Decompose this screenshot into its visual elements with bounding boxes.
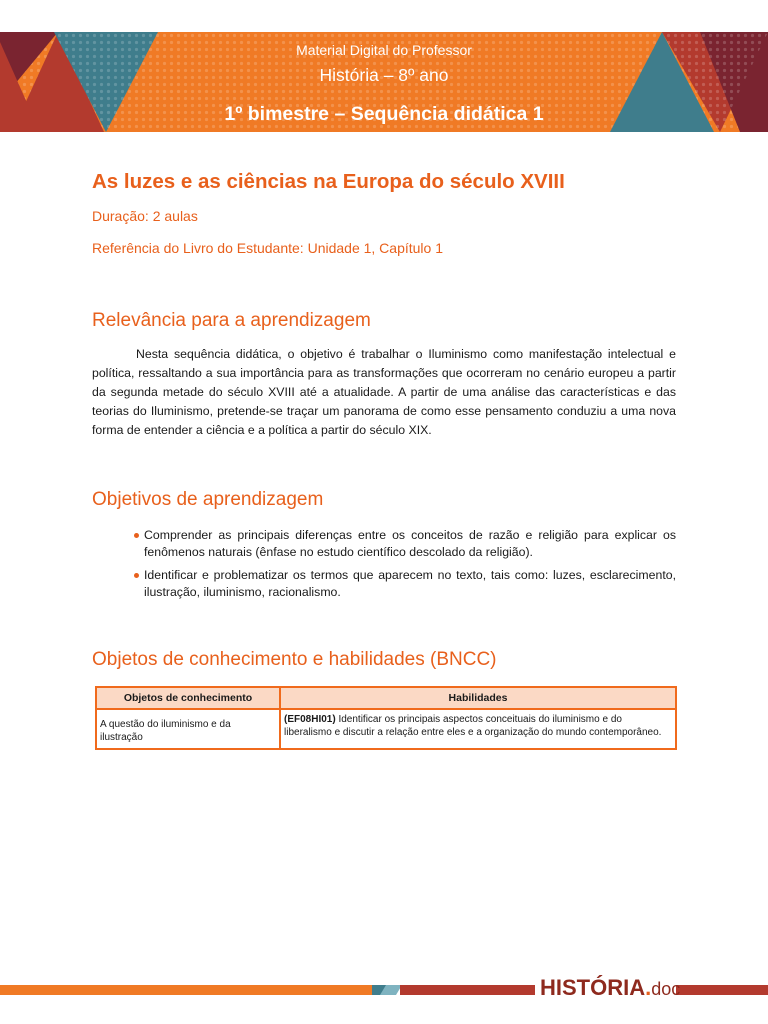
page-title: As luzes e as ciências na Europa do século XVIII [92, 170, 565, 193]
banner-subtitle: Material Digital do Professor [296, 42, 472, 58]
skill-code: (EF08HI01) [284, 714, 336, 725]
relevance-text: Nesta sequência didática, o objetivo é trabalhar o Iluminismo como manifestação intelectual e política, ressaltando a sua importância para as transformações que ocorreram no cenário europeu a partir da segunda metade do século XVIII até a atualidade. A partir de uma análise das características e das teorias do Iluminismo, pretende-se traçar um panorama de como esse pensamento conduziu a uma nova forma de entender a ciência e a política a partir do século XIX. [92, 347, 676, 437]
bncc-heading: Objetos de conhecimento e habilidades (BNCC) [92, 649, 497, 670]
skill-text: Identificar os principais aspectos conceituais do iluminismo e do liberalismo e discutir a relação entre eles e a organização do mundo contemporâneo. [284, 714, 662, 738]
table-cell-skill [280, 709, 676, 749]
bullet-icon [134, 573, 139, 578]
objective-text: Identificar e problematizar os termos que aparecem no texto, tais como: luzes, esclarecimento, ilustração, iluminismo, racionalismo. [144, 568, 676, 599]
banner-sequence-title: 1º bimestre – Sequência didática 1 [224, 103, 544, 125]
table-row [96, 709, 676, 749]
relevance-heading: Relevância para a aprendizagem [92, 310, 371, 331]
bullet-icon [134, 533, 139, 538]
duration-text: Duração: 2 aulas [92, 208, 198, 224]
logo-dot: . [645, 975, 652, 1000]
table-header-row [96, 687, 676, 709]
logo-suffix: doc [651, 979, 681, 999]
objectives-heading: Objetivos de aprendizagem [92, 489, 324, 510]
bncc-table [95, 686, 677, 750]
relevance-paragraph [92, 345, 676, 440]
column-header: Habilidades [280, 687, 676, 709]
list-item [134, 567, 676, 601]
banner-course: História – 8º ano [319, 65, 449, 85]
objectives-list [134, 527, 676, 607]
header-banner [0, 32, 768, 132]
historia-doc-logo [540, 975, 680, 1005]
logo-main: HISTÓRIA [540, 975, 646, 1000]
list-item [134, 527, 676, 561]
column-header: Objetos de conhecimento [96, 687, 280, 709]
table-cell-object: A questão do iluminismo e da ilustração [96, 709, 280, 749]
objective-text: Comprender as principais diferenças entre os conceitos de razão e religião para explicar os fenômenos naturais (ênfase no estudo científico descolado da religião). [144, 528, 676, 559]
reference-text: Referência do Livro do Estudante: Unidade 1, Capítulo 1 [92, 240, 444, 256]
